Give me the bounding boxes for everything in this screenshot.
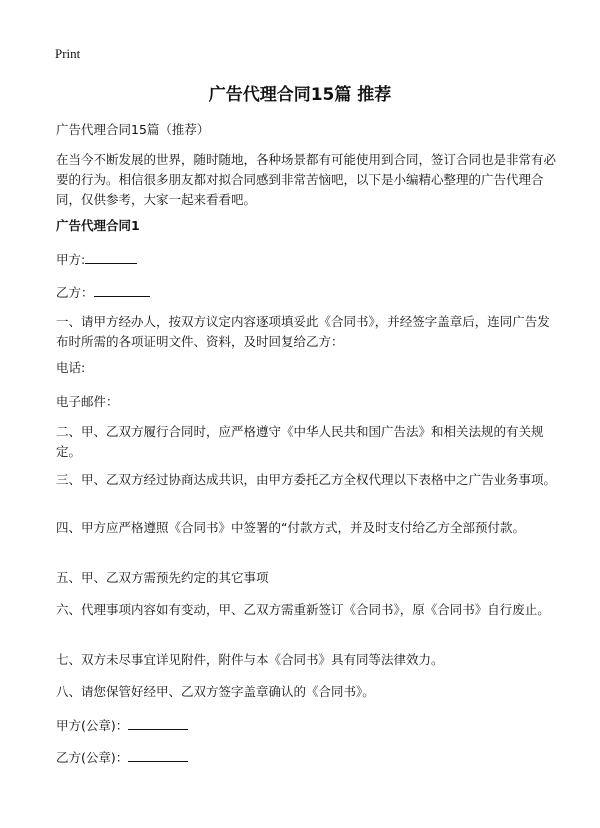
section-title: 广告代理合同1: [56, 218, 140, 233]
sign-a-label: 甲方(公章)：: [56, 718, 129, 733]
party-a-line: [56, 249, 137, 270]
phone-label: 电话:: [56, 360, 86, 375]
clause-7: 七、双方未尽事宜详见附件，附件与本《合同书》具有同等法律效力。: [56, 652, 444, 667]
email-label: 电子邮件：: [56, 394, 119, 409]
document-subtitle: 广告代理合同15篇（推荐）: [56, 122, 210, 137]
clause-6: 六、代理事项内容如有变动，甲、乙双方需重新签订《合同书》，原《合同书》自行废止。: [56, 602, 550, 617]
clause-4: 四、甲方应严格遵照《合同书》中签署的“付款方式，并及时支付给乙方全部预付款。: [56, 520, 525, 535]
clause-1: 一、请甲方经办人，按双方议定内容逐项填妥此《合同书》，并经签字盖章后，连同广告发布时所需的各项证明文件、资料，及时回复给乙方：: [56, 314, 550, 349]
party-b-blank[interactable]: [94, 282, 150, 297]
sign-a-line: [56, 715, 188, 736]
clause-3: 三、甲、乙双方经过协商达成共识，由甲方委托乙方全权代理以下表格中之广告业务事项。: [56, 472, 557, 487]
sign-b-line: [56, 747, 188, 768]
party-b-label: 乙方：: [56, 285, 94, 300]
party-a-label: 甲方:: [56, 252, 86, 267]
sign-a-blank[interactable]: [128, 715, 188, 730]
clause-5: 五、甲、乙双方需预先约定的其它事项: [56, 570, 269, 585]
print-link[interactable]: Print: [55, 46, 81, 61]
sign-b-label: 乙方(公章)：: [56, 750, 129, 765]
sign-b-blank[interactable]: [128, 747, 188, 762]
clause-8: 八、请您保管好经甲、乙双方签字盖章确认的《合同书》。: [56, 684, 375, 699]
intro-paragraph: 在当今不断发展的世界，随时随地，各种场景都有可能使用到合同，签订合同也是非常有必要的行为。相信很多朋友都对拟合同感到非常苦恼吧，以下是小编精心整理的广告代理合同，仅供参考，大家一起来看看吧。: [56, 152, 557, 207]
clause-2: 二、甲、乙双方履行合同时，应严格遵守《中华人民共和国广告法》和相关法规的有关规定。: [56, 424, 544, 459]
document-title: 广告代理合同15篇 推荐: [208, 85, 392, 105]
party-b-line: [56, 282, 150, 303]
party-a-blank[interactable]: [85, 249, 137, 264]
